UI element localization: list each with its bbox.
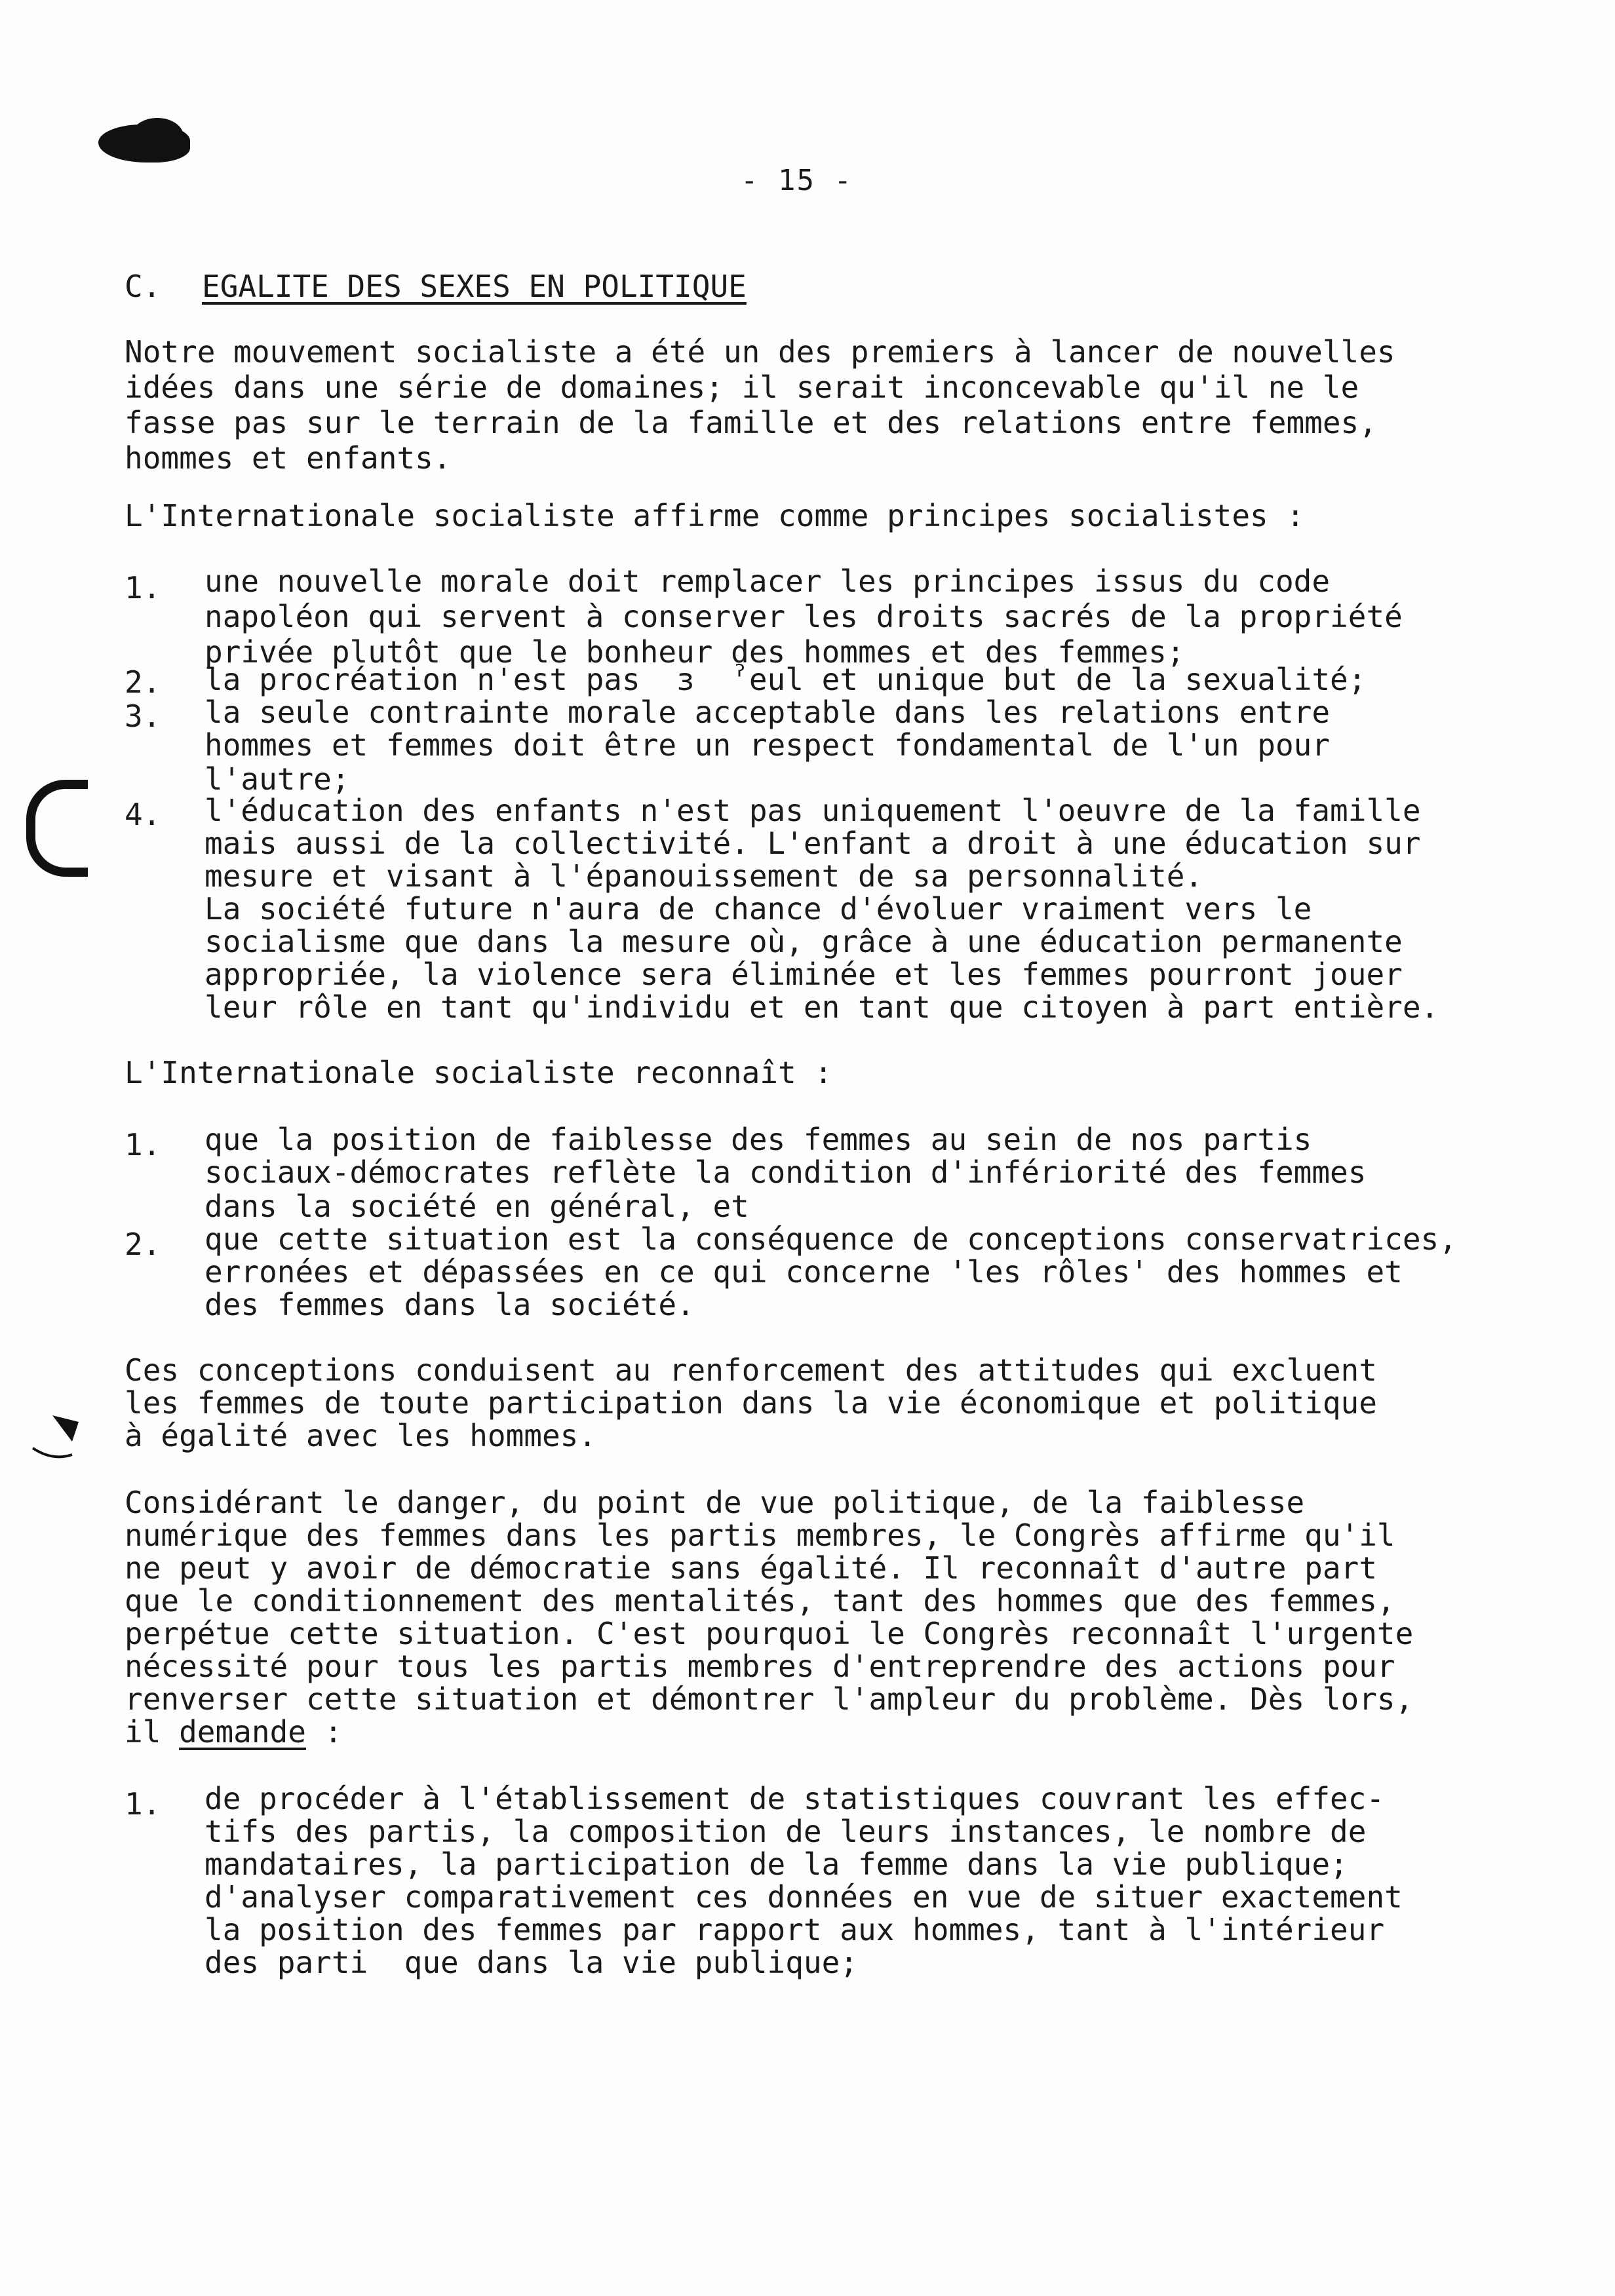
list-number: 1. (125, 1127, 161, 1162)
list-number: 2. (125, 1227, 161, 1262)
ink-blot (131, 118, 184, 155)
list-number: 4. (125, 797, 161, 832)
paragraph-line: Ces conceptions conduisent au renforcement des attitudes qui excluent (125, 1352, 1377, 1388)
page-number: - 15 - (741, 164, 853, 197)
paragraph-line: renverser cette situation et démontrer l'ampleur du problème. Dès lors, (125, 1681, 1414, 1717)
paragraph-line: que le conditionnement des mentalités, tant des hommes que des femmes, (125, 1583, 1395, 1618)
list-item-line: que la position de faiblesse des femmes au sein de nos partis (204, 1122, 1312, 1157)
demande-word: demande (179, 1714, 306, 1750)
paragraph-line: à égalité avec les hommes. (125, 1418, 597, 1453)
list-number: 1. (125, 570, 161, 605)
list-item-line: socialisme que dans la mesure où, grâce à une éducation permanente (204, 924, 1403, 959)
affirme-intro: L'Internationale socialiste affirme comme principes socialistes : (125, 498, 1305, 533)
demande-suffix: : (305, 1714, 343, 1750)
list-item-line: la seule contrainte morale acceptable dans les relations entre (204, 695, 1331, 730)
paragraph-line: ne peut y avoir de démocratie sans égalité. Il reconnaît d'autre part (125, 1550, 1377, 1586)
section-letter: C. (125, 269, 161, 304)
paragraph-line: Notre mouvement socialiste a été un des premiers à lancer de nouvelles (125, 334, 1395, 370)
reconnait-intro: L'Internationale socialiste reconnaît : (125, 1055, 833, 1090)
paragraph-line: perpétue cette situation. C'est pourquoi le Congrès reconnaît l'urgente (125, 1616, 1414, 1651)
section-title: EGALITE DES SEXES EN POLITIQUE (202, 269, 747, 304)
list-item-line: La société future n'aura de chance d'évoluer vraiment vers le (204, 891, 1312, 927)
list-item-line: mais aussi de la collectivité. L'enfant a droit à une éducation sur (204, 826, 1421, 861)
punch-hole-mark (26, 1409, 92, 1461)
list-item-line: l'éducation des enfants n'est pas uniquement l'oeuvre de la famille (204, 793, 1421, 828)
paragraph-line: nécessité pour tous les partis membres d'entreprendre des actions pour (125, 1649, 1395, 1684)
list-number: 3. (125, 698, 161, 734)
paragraph-line: numérique des femmes dans les partis membres, le Congrès affirme qu'il (125, 1518, 1395, 1553)
list-item-line: que cette situation est la conséquence de conceptions conservatrices, (204, 1221, 1457, 1257)
list-item-line: hommes et femmes doit être un respect fondamental de l'un pour (204, 727, 1331, 763)
paragraph-line: les femmes de toute participation dans la vie économique et politique (125, 1385, 1377, 1421)
list-item-line: appropriée, la violence sera éliminée et les femmes pourront jouer (204, 957, 1403, 992)
paragraph-line: hommes et enfants. (125, 440, 452, 476)
list-item-line: tifs des partis, la composition de leurs instances, le nombre de (204, 1814, 1367, 1849)
punch-hole-mark (26, 780, 88, 877)
demande-line (125, 1714, 342, 1750)
list-item-line: leur rôle en tant qu'individu et en tant que citoyen à part entière. (204, 989, 1439, 1025)
list-item-line: la procréation n'est pas ɜ ˀeul et unique but de la sexualité; (204, 662, 1367, 697)
list-item-line: des parti que dans la vie publique; (204, 1945, 858, 1980)
list-item-line: mandataires, la participation de la femme dans la vie publique; (204, 1846, 1348, 1882)
list-item-line: d'analyser comparativement ces données en vue de situer exactement (204, 1879, 1403, 1915)
list-number: 1. (125, 1786, 161, 1822)
list-item-line: sociaux-démocrates reflète la condition d'infériorité des femmes (204, 1155, 1367, 1190)
list-item-line: la position des femmes par rapport aux hommes, tant à l'intérieur (204, 1912, 1385, 1947)
list-item-line: dans la société en général, et (204, 1189, 749, 1224)
demande-prefix: il (125, 1714, 180, 1750)
list-item-line: une nouvelle morale doit remplacer les principes issus du code (204, 564, 1331, 599)
list-item-line: mesure et visant à l'épanouissement de sa personnalité. (204, 858, 1203, 894)
list-item-line: erronées et dépassées en ce qui concerne 'les rôles' des hommes et (204, 1254, 1403, 1290)
list-item-line: privée plutôt que le bonheur des hommes et des femmes; (204, 634, 1185, 670)
paragraph-line: fasse pas sur le terrain de la famille et des relations entre femmes, (125, 405, 1377, 440)
list-item-line: l'autre; (204, 761, 350, 797)
list-item-line: de procéder à l'établissement de statistiques couvrant les effec- (204, 1781, 1385, 1816)
paragraph-line: idées dans une série de domaines; il serait inconcevable qu'il ne le (125, 370, 1359, 405)
list-number: 2. (125, 664, 161, 700)
list-item-line: des femmes dans la société. (204, 1287, 695, 1322)
paragraph-line: Considérant le danger, du point de vue politique, de la faiblesse (125, 1485, 1305, 1520)
list-item-line: napoléon qui servent à conserver les droits sacrés de la propriété (204, 599, 1403, 634)
